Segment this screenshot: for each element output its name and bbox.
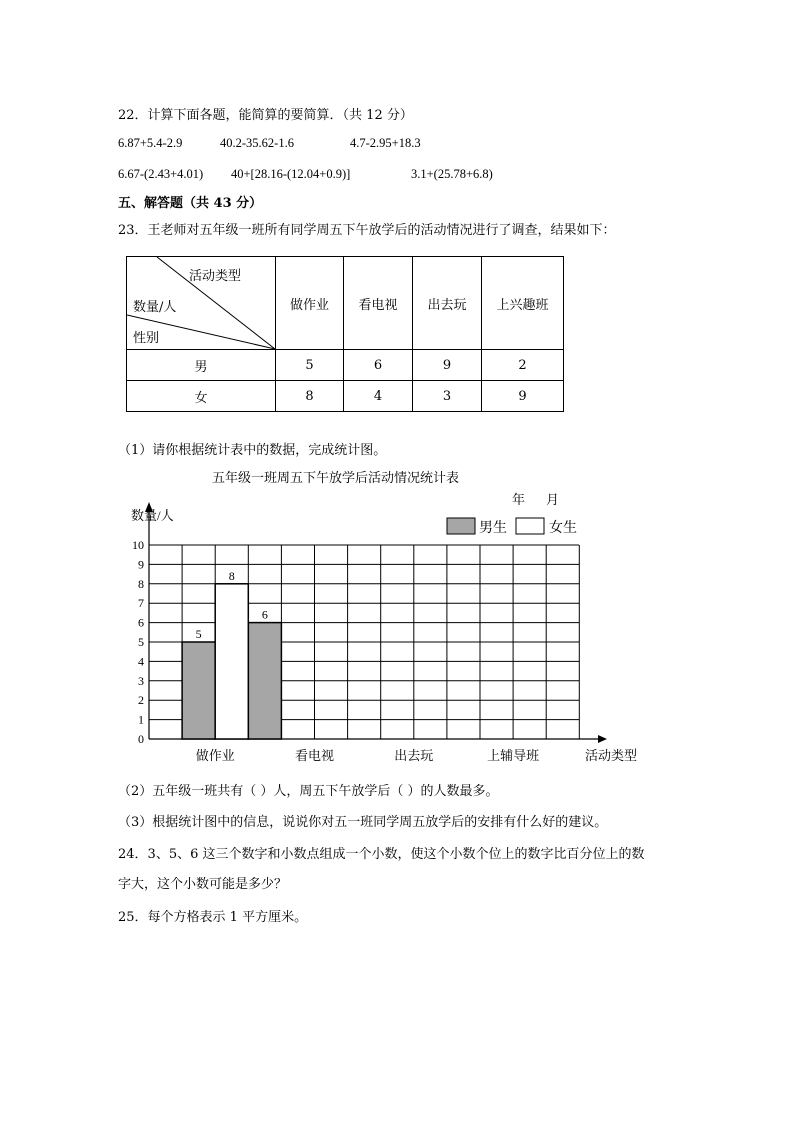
- table-cell: 9: [482, 381, 564, 412]
- table-row: [127, 350, 564, 381]
- bar-data-label: 6: [261, 607, 268, 622]
- table-cell: 3: [413, 381, 482, 412]
- legend-label: 男生: [479, 521, 507, 536]
- column-header: 出去玩: [413, 257, 482, 350]
- column-header: 看电视: [344, 257, 413, 350]
- legend-swatch: [516, 518, 544, 534]
- q22-expr-6: 3.1+(25.78+6.8): [411, 167, 493, 181]
- row-label: 男: [127, 350, 276, 381]
- q24-line1: 24．3、5、6 这三个数字和小数点组成一个小数，使这个小数个位上的数字比百分位上的数: [118, 847, 645, 862]
- q22-expr-3: 4.7-2.95+18.3: [350, 136, 421, 150]
- bar: [248, 623, 281, 739]
- column-header: 上兴趣班: [482, 257, 564, 350]
- x-category-label: 出去玩: [394, 748, 434, 763]
- y-tick-label: 4: [138, 654, 144, 669]
- y-tick-label: 1: [138, 712, 144, 727]
- x-axis-arrow: [598, 735, 607, 743]
- table-cell: 5: [276, 350, 344, 381]
- legend-label: 女生: [549, 521, 577, 536]
- table-cell: 9: [413, 350, 482, 381]
- table-cell: 2: [482, 350, 564, 381]
- y-tick-label: 3: [138, 673, 144, 688]
- table-cell: 6: [344, 350, 413, 381]
- y-tick-label: 10: [132, 538, 144, 552]
- q23-part1: （1）请你根据统计表中的数据，完成统计图。: [118, 443, 387, 458]
- y-tick-label: 8: [138, 576, 144, 591]
- bar-data-label: 5: [195, 627, 202, 641]
- q22-expr-5: 40+[28.16-(12.04+0.9)]: [231, 167, 351, 181]
- table-cell: 8: [276, 381, 344, 412]
- q22-expr-1: 6.87+5.4-2.9: [118, 136, 183, 150]
- q22-title: 22．计算下面各题，能简算的要简算．（共 12 分）: [118, 108, 413, 123]
- q24-line2: 字大，这个小数可能是多少？: [118, 877, 288, 892]
- y-tick-label: 7: [138, 596, 144, 611]
- table-corner-header: [127, 257, 276, 350]
- table-cell: 4: [344, 381, 413, 412]
- q22-expr-4: 6.67-(2.43+4.01): [118, 167, 204, 181]
- bar-data-label: 8: [228, 568, 235, 583]
- q25-text: 25．每个方格表示 1 平方厘米。: [118, 910, 308, 925]
- corner-gender-label: 性别: [133, 331, 160, 346]
- chart-title: 五年级一班周五下午放学后活动情况统计表: [212, 471, 460, 486]
- column-header: 做作业: [276, 257, 344, 350]
- corner-quantity-label: 数量/人: [133, 300, 177, 315]
- q23-part3: （3）根据统计图中的信息，说说你对五一班同学周五放学后的安排有什么好的建议。: [118, 815, 608, 830]
- legend-swatch: [447, 518, 475, 534]
- y-axis-label: 数量/人: [131, 508, 174, 523]
- table-row: [127, 381, 564, 412]
- q23-part2: （2）五年级一班共有（ ）人，周五下午放学后（ ）的人数最多。: [118, 784, 499, 799]
- y-tick-label: 9: [138, 557, 144, 572]
- chart-month-label: 月: [546, 493, 560, 508]
- y-tick-label: 6: [138, 615, 144, 630]
- x-category-label: 上辅导班: [487, 748, 540, 763]
- x-axis-label: 活动类型: [584, 748, 638, 763]
- q23-intro: 23．王老师对五年级一班所有同学周五下午放学后的活动情况进行了调查，结果如下：: [118, 223, 616, 238]
- q22-expr-2: 40.2-35.62-1.6: [220, 136, 294, 150]
- y-tick-label: 2: [138, 693, 144, 708]
- y-tick-label: 0: [138, 732, 144, 746]
- bar: [215, 584, 248, 739]
- survey-table: [126, 256, 564, 412]
- bar: [182, 642, 215, 739]
- x-category-label: 看电视: [294, 748, 335, 763]
- section-heading: 五、解答题（共 43 分）: [118, 196, 263, 211]
- corner-activity-label: 活动类型: [189, 269, 242, 284]
- row-label: 女: [127, 381, 276, 412]
- bar-chart: [0, 500, 794, 800]
- x-category-label: 做作业: [195, 748, 235, 763]
- y-tick-label: 5: [138, 635, 144, 649]
- chart-year-label: 年: [512, 493, 526, 508]
